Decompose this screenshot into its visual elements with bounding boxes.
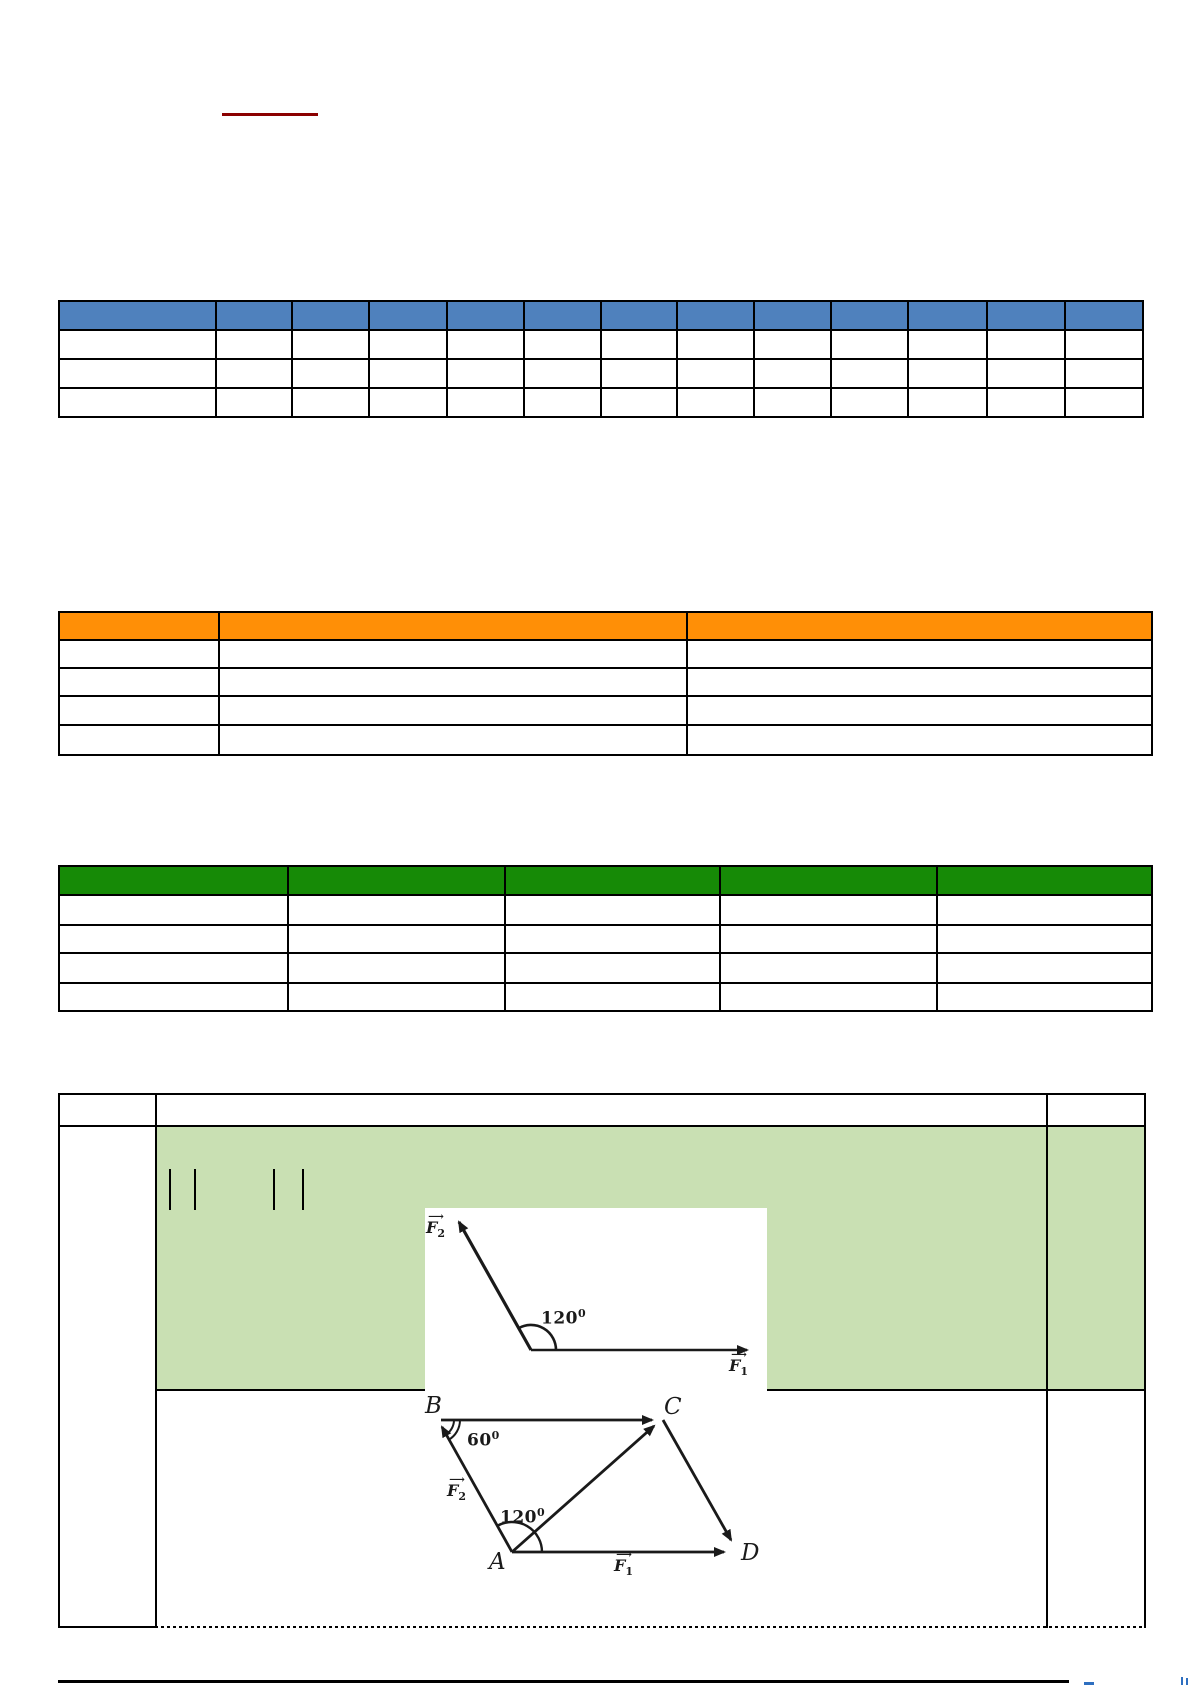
header-cell xyxy=(755,302,832,331)
column-divider xyxy=(155,1095,157,1628)
body-cell xyxy=(1066,331,1144,360)
green-header-table xyxy=(58,865,1153,1012)
header-cell xyxy=(938,867,1153,896)
body-cell xyxy=(217,389,293,418)
header-cell xyxy=(525,302,602,331)
point-a-label: A xyxy=(489,1549,506,1575)
body-cell xyxy=(988,331,1066,360)
body-cell xyxy=(1066,389,1144,418)
body-cell xyxy=(289,984,506,1012)
header-cell xyxy=(60,613,220,641)
body-cell xyxy=(525,331,602,360)
body-cell xyxy=(370,331,448,360)
body-cell xyxy=(525,360,602,389)
header-cell xyxy=(988,302,1066,331)
body-cell xyxy=(755,331,832,360)
title-underline xyxy=(222,113,318,116)
header-cell xyxy=(506,867,721,896)
body-cell xyxy=(506,954,721,984)
body-cell xyxy=(370,360,448,389)
body-cell xyxy=(506,984,721,1012)
abs-value-bar xyxy=(194,1169,196,1210)
point-d-label: D xyxy=(741,1540,760,1566)
body-cell xyxy=(60,726,220,756)
body-cell xyxy=(525,389,602,418)
body-cell xyxy=(688,641,1153,669)
body-cell xyxy=(217,331,293,360)
abs-value-bar xyxy=(169,1169,171,1210)
f2-vector-line xyxy=(459,1222,531,1350)
body-cell xyxy=(506,896,721,926)
blue-header-table xyxy=(58,300,1144,418)
body-cell xyxy=(988,360,1066,389)
body-cell xyxy=(909,389,988,418)
header-cell xyxy=(217,302,293,331)
header-cell xyxy=(60,302,217,331)
body-cell xyxy=(832,389,909,418)
body-cell xyxy=(448,360,525,389)
header-cell xyxy=(1066,302,1144,331)
body-cell xyxy=(506,926,721,954)
body-cell xyxy=(832,331,909,360)
body-cell xyxy=(755,360,832,389)
header-cell xyxy=(909,302,988,331)
body-cell xyxy=(60,331,217,360)
body-cell xyxy=(602,331,678,360)
body-cell xyxy=(370,389,448,418)
vector-arrow-icon: ⟶ xyxy=(731,1348,746,1361)
header-cell xyxy=(688,613,1153,641)
body-cell xyxy=(678,360,755,389)
body-cell xyxy=(220,726,688,756)
body-cell xyxy=(60,954,289,984)
abs-value-bar xyxy=(302,1169,304,1210)
angle-120-label: $120^0$ xyxy=(500,1506,546,1528)
column-divider xyxy=(1046,1095,1048,1628)
body-cell xyxy=(60,389,217,418)
body-cell xyxy=(938,896,1153,926)
vector-arrow-icon: ⟶ xyxy=(428,1210,443,1223)
body-cell xyxy=(909,331,988,360)
body-cell xyxy=(60,669,220,697)
header-cell xyxy=(370,302,448,331)
body-cell xyxy=(721,926,938,954)
vector-arrow-icon: ⟶ xyxy=(449,1473,464,1486)
header-cell xyxy=(832,302,909,331)
body-cell xyxy=(448,331,525,360)
footer-rule xyxy=(58,1680,1069,1683)
footer-accent-mark xyxy=(1186,1678,1188,1685)
body-cell xyxy=(60,360,217,389)
vector-f2-label: ⟶ $F_2$ xyxy=(447,1473,467,1504)
body-cell xyxy=(289,926,506,954)
exercise-points-cell-highlight xyxy=(1048,1127,1144,1389)
body-cell xyxy=(60,697,220,726)
abs-value-bar xyxy=(273,1169,275,1210)
body-cell xyxy=(678,389,755,418)
point-c-label: C xyxy=(664,1394,682,1420)
body-cell xyxy=(293,389,370,418)
body-cell xyxy=(220,697,688,726)
figure1-forces-image xyxy=(425,1208,767,1396)
body-cell xyxy=(721,896,938,926)
orange-header-table xyxy=(58,611,1153,756)
header-cell xyxy=(289,867,506,896)
body-cell xyxy=(721,954,938,984)
body-cell xyxy=(60,896,289,926)
body-cell xyxy=(1066,360,1144,389)
body-cell xyxy=(602,389,678,418)
body-cell xyxy=(60,641,220,669)
body-cell xyxy=(289,954,506,984)
vector-arrow-icon: ⟶ xyxy=(616,1548,631,1561)
body-cell xyxy=(448,389,525,418)
footer-accent-mark xyxy=(1181,1677,1183,1685)
body-cell xyxy=(909,360,988,389)
header-cell xyxy=(602,302,678,331)
body-cell xyxy=(721,984,938,1012)
body-cell xyxy=(938,984,1153,1012)
angle-120-label: $120^0$ xyxy=(541,1307,587,1329)
vector-f1-label: ⟶ $F_1$ xyxy=(729,1348,749,1379)
body-cell xyxy=(755,389,832,418)
body-cell xyxy=(220,669,688,697)
body-cell xyxy=(688,726,1153,756)
body-cell xyxy=(289,896,506,926)
header-cell xyxy=(721,867,938,896)
body-cell xyxy=(938,954,1153,984)
body-cell xyxy=(988,389,1066,418)
body-cell xyxy=(688,697,1153,726)
body-cell xyxy=(293,360,370,389)
header-cell xyxy=(678,302,755,331)
header-cell xyxy=(60,867,289,896)
header-cell xyxy=(220,613,688,641)
table-bottom-border-solid xyxy=(60,1626,155,1628)
figure1-svg xyxy=(425,1208,767,1396)
edge-c-d xyxy=(663,1420,731,1540)
header-cell xyxy=(448,302,525,331)
point-b-label: B xyxy=(425,1393,442,1419)
vector-f2-label: ⟶ $F_2$ xyxy=(426,1210,446,1241)
body-cell xyxy=(220,641,688,669)
body-cell xyxy=(60,984,289,1012)
header-cell xyxy=(293,302,370,331)
body-cell xyxy=(832,360,909,389)
diagonal-a-c xyxy=(512,1426,654,1552)
table-bottom-border-dashed xyxy=(155,1626,1144,1628)
row-divider xyxy=(60,1125,1144,1127)
body-cell xyxy=(678,331,755,360)
body-cell xyxy=(938,926,1153,954)
body-cell xyxy=(602,360,678,389)
body-cell xyxy=(293,331,370,360)
vector-f1-label: ⟶ $F_1$ xyxy=(614,1548,634,1579)
body-cell xyxy=(217,360,293,389)
body-cell xyxy=(688,669,1153,697)
angle-60-label: $60^0$ xyxy=(467,1429,500,1451)
body-cell xyxy=(60,926,289,954)
